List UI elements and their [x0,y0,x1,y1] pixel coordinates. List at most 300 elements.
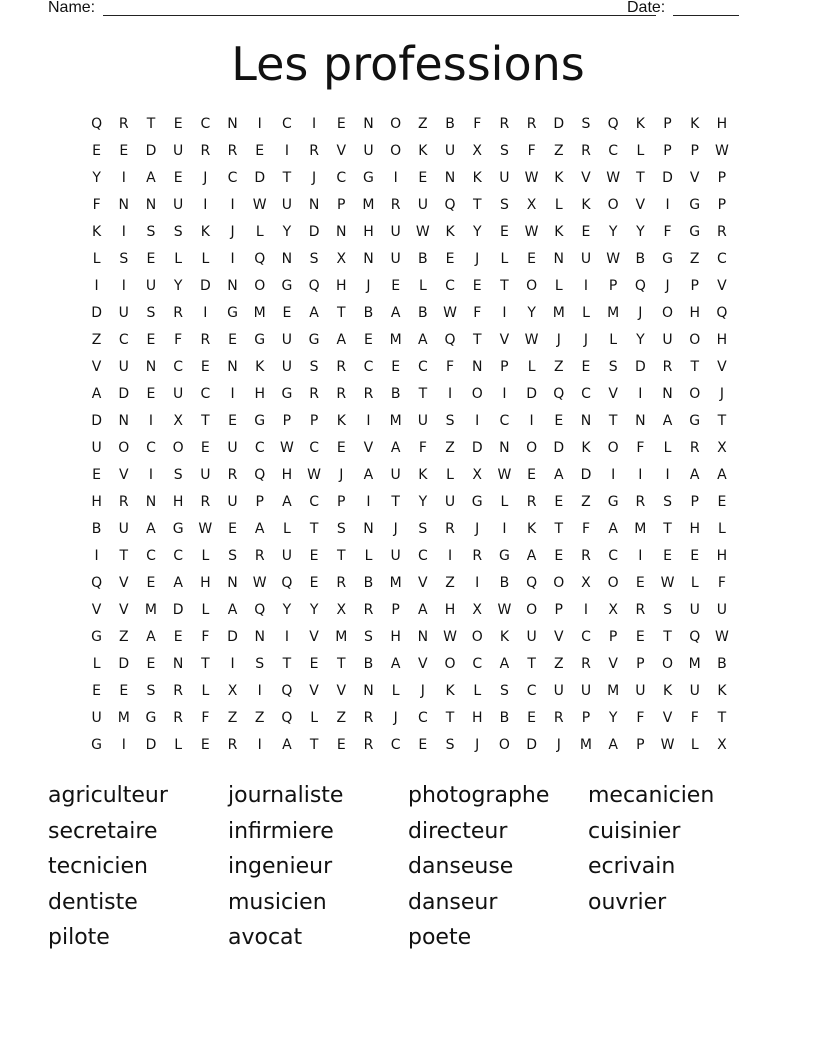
grid-letter: V [553,629,564,645]
grid-letter: Z [336,710,347,726]
grid-letter: G [254,413,266,429]
grid-letter: I [366,494,371,510]
grid-letter: I [121,737,126,753]
grid-letter: V [581,170,591,186]
grid-letter: P [717,170,727,186]
grid-letter: Z [553,656,564,672]
grid-letter: E [581,359,591,375]
grid-letter: Y [282,602,292,618]
grid-letter: N [145,197,157,213]
grid-letter: N [281,251,293,267]
grid-letter: D [227,629,238,645]
grid-letter: Y [309,602,319,618]
grid-letter: K [445,224,455,240]
grid-letter: J [475,737,480,753]
grid-letter: L [283,521,291,537]
grid-letter: O [390,143,402,159]
grid-letter: K [527,521,537,537]
grid-letter: T [717,413,727,429]
grid-letter: S [173,467,183,483]
word-bank-item: avocat [228,925,303,951]
grid-letter: R [526,494,537,510]
grid-letter: B [499,710,510,726]
grid-letter: L [636,143,645,159]
word-bank-item: directeur [408,818,508,844]
grid-letter: S [581,116,591,132]
grid-letter: Z [227,710,238,726]
grid-letter: V [336,683,347,699]
grid-letter: G [308,332,320,348]
grid-letter: L [554,278,563,294]
grid-row [83,408,743,435]
grid-letter: M [253,305,266,321]
grid-letter: Z [445,440,455,456]
grid-letter: U [363,143,374,159]
grid-letter: I [502,305,507,321]
grid-letter: M [335,629,348,645]
grid-letter: D [662,170,673,186]
grid-letter: R [499,116,510,132]
grid-letter: L [201,602,210,618]
grid-letter: P [608,278,618,294]
grid-letter: J [475,521,480,537]
grid-letter: E [364,332,373,348]
grid-letter: P [581,710,591,726]
word-bank-item: agriculteur [48,783,168,808]
grid-letter: U [580,683,592,699]
grid-letter: Q [281,683,293,699]
grid-letter: L [554,197,563,213]
word-bank-item: mecanicien [588,783,715,808]
grid-letter: I [475,413,480,429]
grid-letter: F [201,710,210,726]
grid-letter: G [689,197,701,213]
grid-letter: M [607,305,620,321]
grid-letter: X [717,737,727,753]
grid-letter: P [255,494,264,510]
grid-letter: U [635,683,646,699]
grid-letter: F [581,521,590,537]
grid-row [83,138,743,165]
grid-letter: R [227,467,238,483]
grid-letter: I [393,170,398,186]
grid-letter: G [281,278,293,294]
grid-letter: T [608,413,618,429]
grid-letter: T [337,656,346,672]
grid-letter: L [92,251,101,267]
grid-letter: B [363,305,374,321]
grid-letter: V [309,683,319,699]
grid-letter: C [499,413,510,429]
grid-letter: U [118,359,129,375]
grid-letter: H [716,332,728,348]
grid-letter: V [635,197,646,213]
grid-letter: Q [716,305,728,321]
grid-letter: I [502,521,507,537]
grid-letter: O [390,116,402,132]
grid-letter: O [172,440,184,456]
grid-letter: M [607,683,620,699]
grid-letter: J [393,521,398,537]
grid-letter: A [336,332,347,348]
grid-letter: N [662,386,673,402]
grid-letter: Y [527,305,536,321]
grid-letter: R [635,494,646,510]
grid-letter: T [309,521,319,537]
grid-letter: M [634,521,647,537]
name-label: Name: [48,0,96,16]
grid-letter: N [363,251,374,267]
grid-letter: Q [91,116,103,132]
grid-letter: E [119,683,129,699]
grid-letter: P [717,197,727,213]
grid-letter: K [635,116,645,132]
grid-letter: T [690,359,699,375]
grid-letter: W [198,521,213,537]
grid-letter: W [524,170,539,186]
grid-letter: G [281,386,293,402]
grid-letter: S [608,359,618,375]
grid-letter: R [309,143,319,159]
grid-letter: O [526,602,538,618]
grid-letter: P [608,629,618,645]
grid-letter: T [337,548,346,564]
grid-letter: A [254,521,265,537]
grid-letter: E [635,575,645,591]
grid-letter: U [689,683,700,699]
grid-letter: C [363,359,374,375]
grid-letter: C [254,440,265,456]
grid-letter: E [690,548,700,564]
grid-letter: L [446,467,454,483]
grid-letter: X [472,602,483,618]
grid-letter: E [173,170,183,186]
grid-letter: J [393,710,398,726]
grid-letter: U [390,548,401,564]
grid-letter: P [663,116,672,132]
grid-letter: H [716,116,728,132]
grid-letter: Q [254,602,266,618]
grid-letter: E [499,224,509,240]
grid-letter: E [336,116,346,132]
grid-letter: I [611,467,616,483]
grid-letter: V [717,278,727,294]
grid-letter: U [145,278,157,294]
grid-letter: L [255,224,264,240]
grid-letter: N [227,575,238,591]
grid-letter: A [390,305,401,321]
grid-letter: W [606,251,621,267]
grid-letter: E [173,629,183,645]
grid-row [83,570,743,597]
grid-letter: S [119,251,129,267]
grid-letter: S [309,359,319,375]
grid-letter: T [309,737,319,753]
grid-letter: W [252,575,267,591]
grid-letter: U [716,602,728,618]
grid-letter: T [337,305,346,321]
grid-letter: E [717,494,727,510]
grid-letter: A [363,467,374,483]
grid-letter: D [553,116,565,132]
grid-letter: U [417,413,428,429]
grid-letter: D [118,386,130,402]
grid-letter: R [363,737,374,753]
grid-letter: A [146,521,156,537]
grid-letter: L [690,575,699,591]
grid-letter: E [92,683,102,699]
grid-letter: E [635,629,645,645]
grid-letter: F [717,575,726,591]
grid-letter: R [472,548,483,564]
grid-letter: V [363,440,374,456]
grid-letter: L [201,251,210,267]
grid-letter: V [418,575,428,591]
grid-letter: W [714,629,729,645]
grid-letter: T [146,116,156,132]
grid-letter: K [445,683,455,699]
grid-letter: R [363,602,374,618]
grid-letter: O [471,386,483,402]
grid-letter: C [526,683,537,699]
grid-letter: E [527,467,537,483]
grid-row [83,219,743,246]
grid-letter: M [144,602,158,618]
grid-letter: C [417,548,428,564]
grid-letter: K [554,224,564,240]
grid-letter: C [146,440,156,456]
grid-letter: H [172,494,184,510]
grid-letter: H [363,224,374,240]
grid-letter: C [717,251,727,267]
grid-letter: C [282,116,292,132]
grid-letter: J [638,305,643,321]
grid-letter: T [391,494,400,510]
grid-letter: R [390,197,401,213]
grid-letter: L [527,359,536,375]
grid-letter: U [390,224,401,240]
grid-letter: U [118,305,129,321]
grid-letter: A [499,656,510,672]
grid-letter: T [717,710,727,726]
grid-letter: V [118,467,129,483]
grid-letter: R [173,305,184,321]
grid-letter: O [118,440,130,456]
word-bank-item: secretaire [48,818,158,844]
grid-letter: E [309,575,319,591]
grid-letter: W [415,224,430,240]
grid-letter: A [282,494,292,510]
grid-letter: C [390,737,401,753]
grid-letter: F [663,224,672,240]
grid-letter: C [200,116,211,132]
grid-letter: I [203,197,208,213]
grid-letter: I [312,116,317,132]
grid-letter: W [443,305,457,321]
grid-letter: D [526,386,537,402]
grid-letter: Z [418,116,428,132]
grid-letter: E [282,305,292,321]
grid-letter: T [554,521,564,537]
grid-letter: E [554,413,564,429]
grid-letter: N [172,656,184,672]
grid-letter: P [337,494,346,510]
grid-letter: M [362,197,375,213]
grid-letter: G [91,629,103,645]
grid-letter: R [336,575,347,591]
grid-letter: J [203,170,208,186]
grid-letter: B [390,386,401,402]
grid-letter: E [663,548,672,564]
grid-letter: T [663,521,672,537]
grid-letter: K [92,224,102,240]
grid-letter: T [119,548,129,564]
grid-letter: H [390,629,401,645]
grid-letter: Z [553,359,564,375]
word-bank-item: ecrivain [588,854,676,880]
grid-letter: A [526,548,537,564]
grid-letter: D [199,278,211,294]
grid-letter: C [417,359,428,375]
grid-row [83,192,743,219]
grid-letter: C [227,170,238,186]
grid-letter: V [91,359,102,375]
grid-letter: W [660,737,675,753]
grid-letter: K [662,683,673,699]
grid-letter: B [418,251,428,267]
grid-letter: E [146,332,156,348]
grid-letter: W [606,170,621,186]
grid-letter: A [390,656,401,672]
grid-letter: P [636,737,645,753]
grid-letter: L [92,656,101,672]
grid-letter: W [524,224,539,240]
grid-letter: R [227,143,238,159]
grid-letter: U [580,251,592,267]
grid-row [83,354,743,381]
grid-letter: G [689,224,701,240]
grid-letter: A [282,737,292,753]
grid-letter: I [148,413,154,429]
grid-row [83,678,743,705]
grid-letter: R [118,116,129,132]
grid-letter: A [689,467,700,483]
grid-letter: E [581,224,591,240]
grid-letter: E [228,332,237,348]
grid-letter: S [228,548,237,564]
name-blank-line [103,15,656,16]
grid-letter: C [173,359,184,375]
grid-letter: E [146,386,156,402]
grid-letter: K [418,467,428,483]
grid-letter: Y [472,224,482,240]
word-bank-item: cuisinier [588,818,681,844]
letter-grid [83,111,743,759]
grid-letter: Y [608,710,618,726]
grid-letter: S [146,683,156,699]
grid-letter: W [443,629,457,645]
grid-letter: N [363,116,374,132]
grid-letter: W [497,467,512,483]
word-bank-item: tecnicien [48,854,148,880]
grid-letter: I [148,467,154,483]
grid-letter: B [499,575,510,591]
grid-letter: E [228,521,237,537]
grid-letter: Q [444,332,456,348]
grid-letter: G [662,251,673,267]
grid-row [83,516,743,543]
grid-letter: E [92,143,102,159]
grid-letter: C [146,548,156,564]
grid-letter: E [418,737,428,753]
word-bank-item: infirmiere [228,818,334,844]
grid-letter: U [662,332,673,348]
grid-letter: N [553,251,565,267]
grid-letter: R [553,710,564,726]
grid-letter: Q [607,116,619,132]
grid-row [83,651,743,678]
grid-letter: Z [445,575,455,591]
grid-letter: F [446,359,455,375]
grid-letter: T [472,332,482,348]
grid-letter: I [94,548,99,564]
grid-letter: M [552,305,565,321]
grid-letter: W [252,197,267,213]
grid-letter: N [118,413,130,429]
grid-letter: N [580,413,592,429]
grid-letter: A [309,305,319,321]
grid-letter: R [635,602,646,618]
grid-letter: R [118,494,129,510]
grid-letter: N [254,629,265,645]
grid-letter: I [230,197,235,213]
grid-letter: C [309,494,319,510]
grid-letter: U [417,197,428,213]
grid-letter: M [688,656,701,672]
grid-letter: C [581,386,591,402]
grid-letter: R [581,143,591,159]
grid-letter: K [717,683,727,699]
grid-letter: C [336,170,347,186]
grid-row [83,597,743,624]
grid-letter: Q [281,710,293,726]
grid-letter: U [390,467,401,483]
grid-letter: D [553,440,565,456]
grid-letter: A [227,602,238,618]
grid-letter: A [717,467,727,483]
grid-letter: U [227,494,238,510]
grid-letter: X [526,197,537,213]
grid-letter: P [500,359,509,375]
grid-row [83,543,743,570]
grid-letter: G [689,413,701,429]
grid-letter: P [309,413,319,429]
grid-letter: A [146,629,156,645]
grid-letter: Y [92,170,101,186]
grid-letter: H [281,467,293,483]
grid-letter: A [418,602,428,618]
grid-letter: S [309,251,319,267]
grid-letter: Q [308,278,320,294]
grid-letter: B [418,305,428,321]
grid-letter: N [635,413,646,429]
grid-letter: H [689,521,700,537]
grid-letter: X [717,440,727,456]
grid-letter: O [607,197,619,213]
grid-letter: U [444,143,456,159]
grid-letter: V [336,143,347,159]
grid-letter: C [309,440,319,456]
